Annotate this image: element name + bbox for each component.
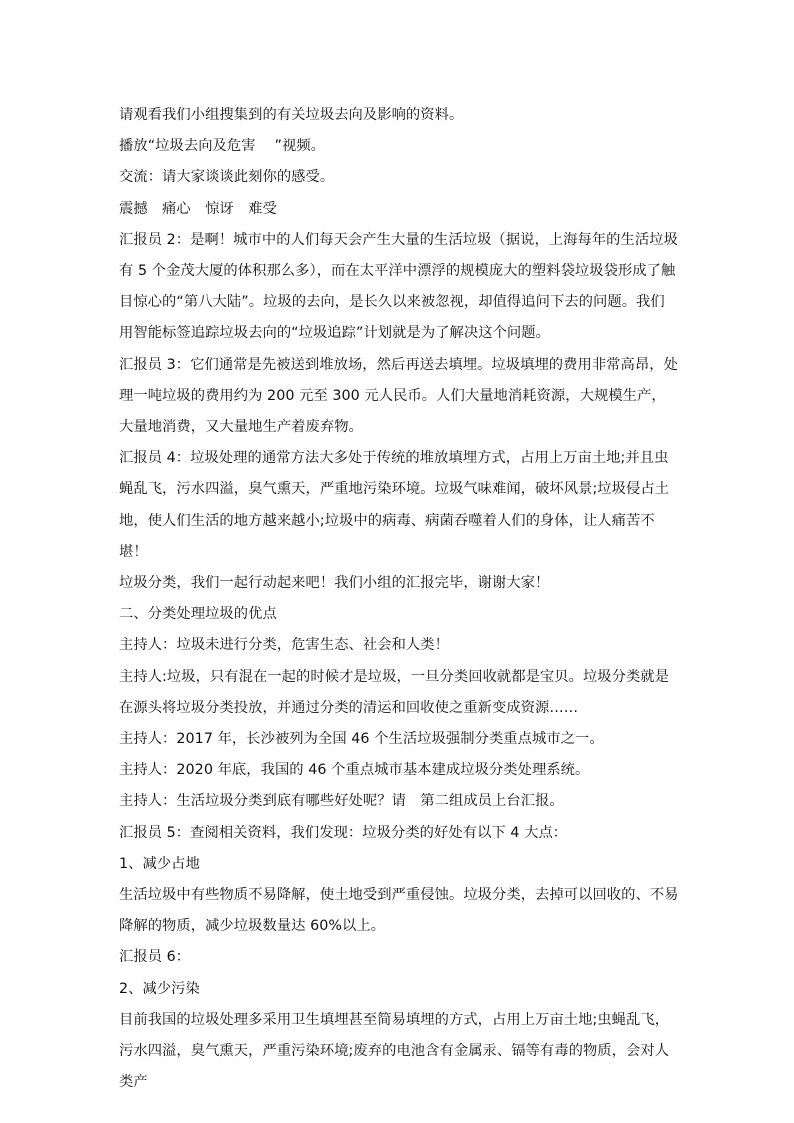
- paragraph-host-2: 主持人:垃圾，只有混在一起的时候才是垃圾，一旦分类回收就都是宝贝。垃圾分类就是在源头将垃圾分类投放，并通过分类的清运和回收使之重新变成资源……: [119, 668, 670, 716]
- paragraph-feelings: 震撼 痛心 惊讶 难受: [119, 200, 277, 217]
- document-body: [119, 100, 679, 1099]
- paragraph-play-video: 播放“垃圾去向及危害 ”视频。: [119, 138, 326, 155]
- paragraph-host-5: 主持人：生活垃圾分类到底有哪些好处呢？请 第二组成员上台汇报。: [119, 793, 564, 810]
- subheading-reduce-pollution: 2、减少污染: [119, 980, 200, 997]
- paragraph-host-4: 主持人：2020 年底，我国的 46 个重点城市基本建成垃圾分类处理系统。: [119, 762, 590, 779]
- paragraph-reporter-5: 汇报员 5：查阅相关资料，我们发现：垃圾分类的好处有以下 4 大点：: [119, 824, 568, 841]
- paragraph-host-1: 主持人：垃圾未进行分类，危害生态、社会和人类！: [119, 637, 449, 654]
- paragraph-intro: 请观看我们小组搜集到的有关垃圾去向及影响的资料。: [119, 107, 464, 123]
- paragraph-reporter-2: 汇报员 2：是啊！城市中的人们每天会产生大量的生活垃圾（据说，上海每年的生活垃圾有 5 个金茂大厦的体积那么多），而在太平洋中漂浮的规模庞大的塑料袋垃圾袋形成了触目惊心的“第八大陆”。垃圾的去向，是长久以来被忽视，却值得追问下去的问题。我们用智能标签追踪垃圾去向的“垃圾追踪”计划就是为了解决这个问题。: [119, 231, 678, 342]
- paragraph-discussion: 交流：请大家谈谈此刻你的感受。: [119, 169, 335, 186]
- paragraph-closing: 垃圾分类，我们一起行动起来吧！我们小组的汇报完毕，谢谢大家！: [119, 575, 550, 592]
- paragraph-reporter-4: 汇报员 4：垃圾处理的通常方法大多处于传统的堆放填埋方式，占用上万亩土地;并且虫蝇乱飞，污水四溢，臭气熏天，严重地污染环境。垃圾气味难闻，破坏风景;垃圾侵占土地，使人们生活的地方越来越小;垃圾中的病毒、病菌吞噬着人们的身体，让人痛苦不堪！: [119, 450, 670, 560]
- paragraph-host-3: 主持人：2017 年，长沙被列为全国 46 个生活垃圾强制分类重点城市之一。: [119, 731, 604, 748]
- paragraph-reduce-land: 生活垃圾中有些物质不易降解，使土地受到严重侵蚀。垃圾分类，去掉可以回收的、不易降解的物质，减少垃圾数量达 60%以上。: [119, 887, 679, 935]
- paragraph-reporter-6: 汇报员 6：: [119, 949, 191, 966]
- paragraph-reporter-3: 汇报员 3：它们通常是先被送到堆放场，然后再送去填埋。垃圾填埋的费用非常高昂，处理一吨垃圾的费用约为 200 元至 300 元人民币。人们大量地消耗资源，大规模生产，大量地消费，又大量地生产着废弃物。: [119, 356, 678, 436]
- paragraph-reduce-pollution: 目前我国的垃圾处理多采用卫生填埋甚至简易填埋的方式，占用上万亩土地;虫蝇乱飞，污水四溢，臭气熏天，严重污染环境;废弃的电池含有金属汞、镉等有毒的物质，会对人类产: [119, 1011, 670, 1091]
- section-heading-2: 二、分类处理垃圾的优点: [119, 606, 277, 623]
- subheading-reduce-land: 1、减少占地: [119, 855, 200, 872]
